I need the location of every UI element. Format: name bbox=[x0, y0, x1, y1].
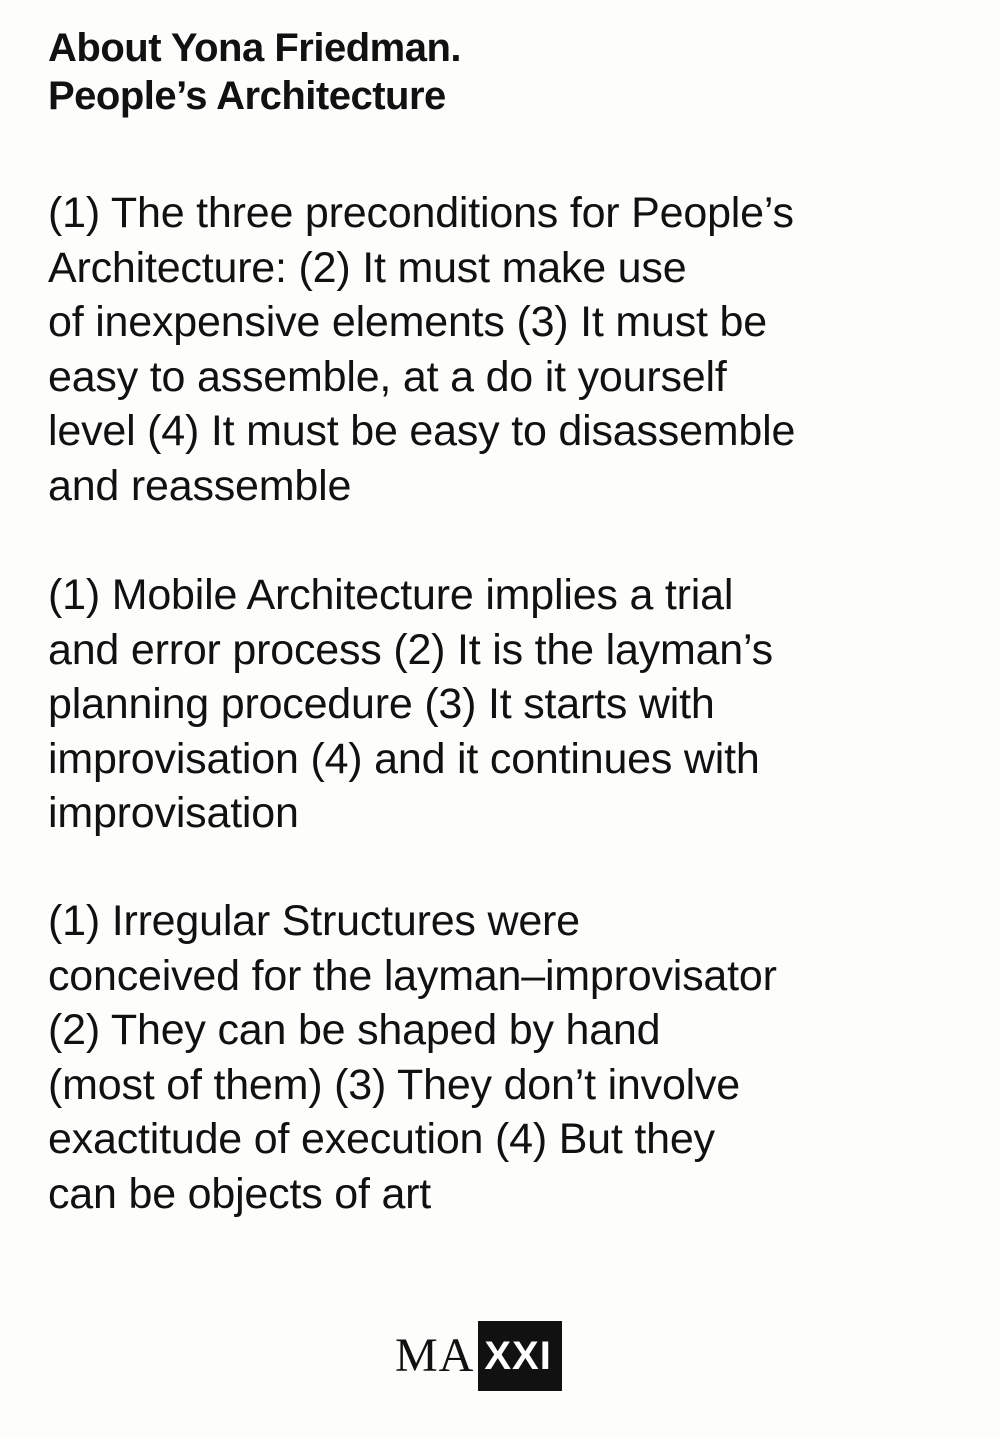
text-line: easy to assemble, at a do it yourself bbox=[48, 352, 727, 401]
text-line: (1) Mobile Architecture implies a trial bbox=[48, 571, 734, 619]
text-line: of inexpensive elements (3) It must be bbox=[48, 298, 767, 347]
text-line: improvisation (4) and it continues with bbox=[48, 734, 760, 783]
text-line: improvisation bbox=[48, 789, 299, 838]
paragraph-irregular-structures bbox=[48, 894, 777, 1222]
text-line: (1) The three preconditions for People’s bbox=[48, 189, 794, 237]
logo-ma-text: MA bbox=[395, 1329, 475, 1382]
text-line: (most of them) (3) They don’t involve bbox=[48, 1060, 741, 1109]
text-line: exactitude of execution (4) But they bbox=[48, 1115, 715, 1164]
text-line: level (4) It must be easy to disassemble bbox=[48, 407, 796, 456]
title-line-1: About Yona Friedman. bbox=[48, 26, 461, 70]
document-page bbox=[48, 24, 968, 1218]
logo-xxi-block: XXI bbox=[478, 1321, 561, 1391]
maxxi-logo bbox=[395, 1321, 562, 1391]
paragraph-mobile-architecture bbox=[48, 568, 773, 841]
title-line-2: People’s Architecture bbox=[48, 74, 446, 118]
text-line: Architecture: (2) It must make use bbox=[48, 243, 687, 292]
text-line: can be objects of art bbox=[48, 1169, 432, 1218]
text-line: conceived for the layman–improvisator bbox=[48, 951, 777, 1000]
text-line: and error process (2) It is the layman’s bbox=[48, 625, 773, 674]
text-line: planning procedure (3) It starts with bbox=[48, 680, 715, 729]
page-title bbox=[48, 24, 968, 120]
paragraph-peoples-architecture bbox=[48, 186, 795, 514]
text-line: (1) Irregular Structures were bbox=[48, 897, 580, 945]
text-line: and reassemble bbox=[48, 461, 352, 510]
text-line: (2) They can be shaped by hand bbox=[48, 1006, 661, 1055]
